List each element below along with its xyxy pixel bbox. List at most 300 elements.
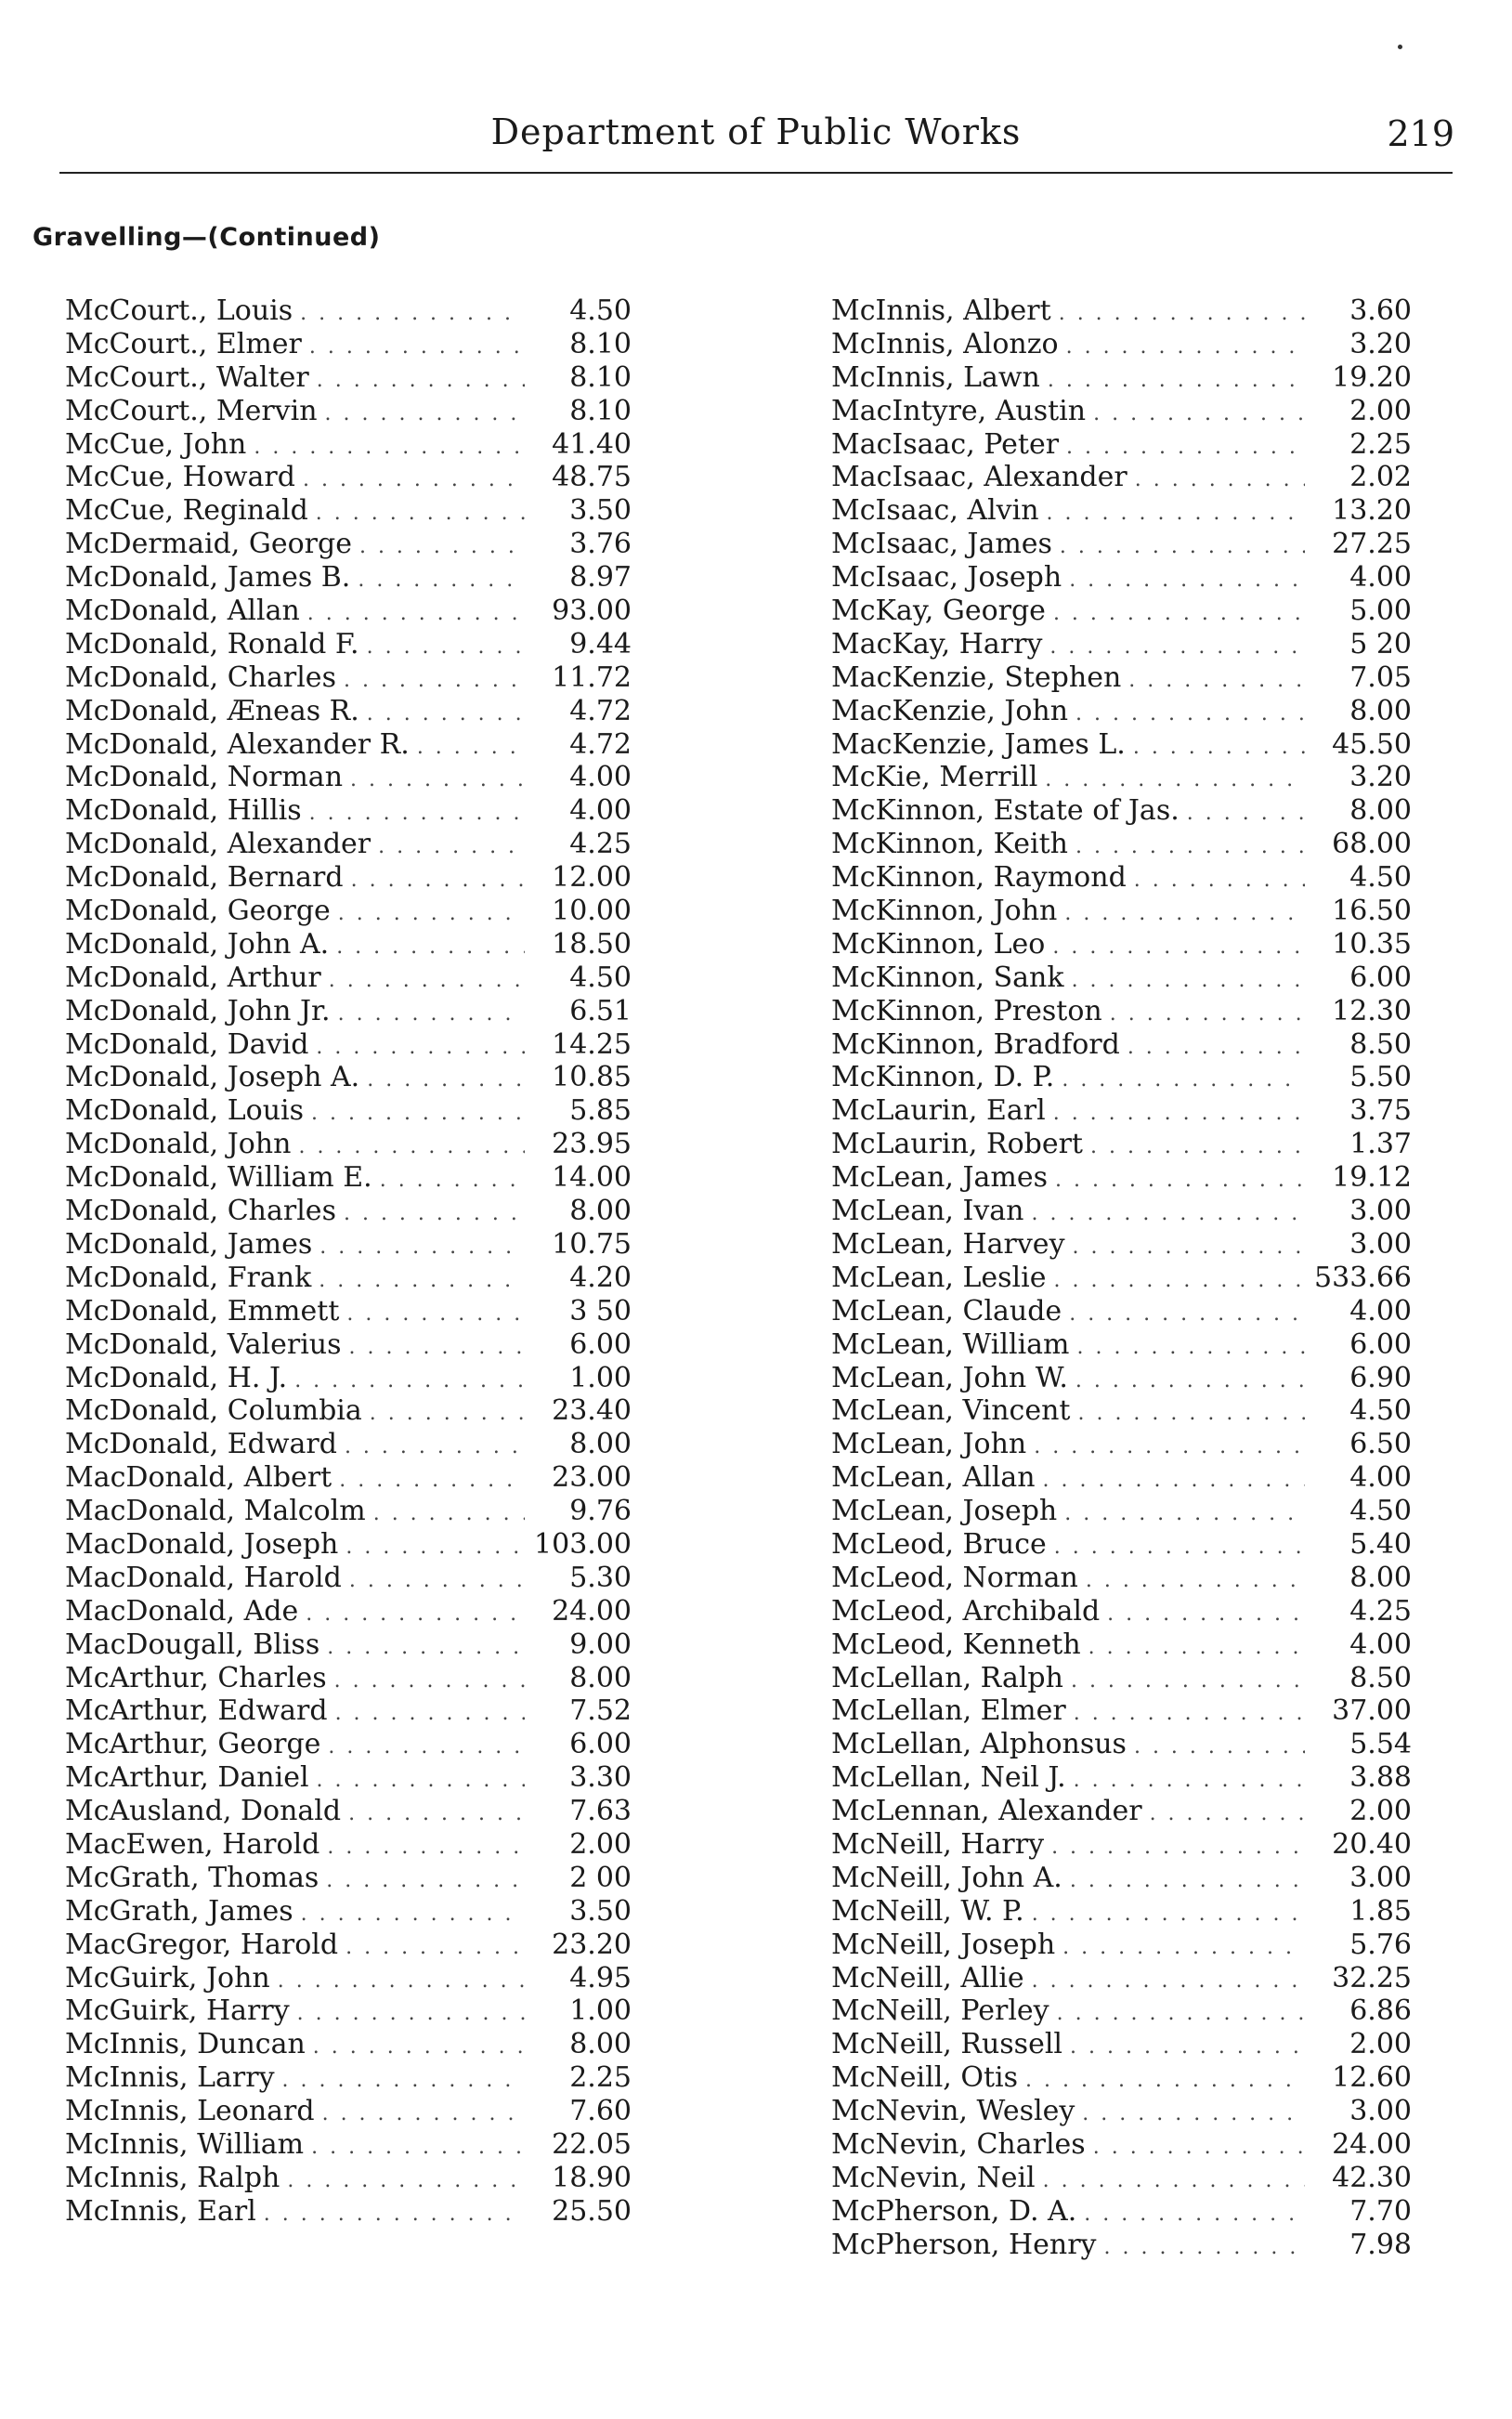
- list-item: [831, 1061, 1412, 1094]
- dot-leader: [1066, 431, 1305, 464]
- entry-name: McDonald, Valerius: [65, 1327, 342, 1361]
- entry-name: MacGregor, Harold: [65, 1928, 339, 1961]
- entry-amount: 23.00: [552, 1461, 632, 1495]
- list-item: [65, 661, 632, 695]
- dot-leader: [1047, 497, 1305, 530]
- entry-name: McPherson, Henry: [831, 2228, 1097, 2261]
- list-item: [831, 1994, 1412, 2028]
- entry-name: McKinnon, Bradford: [831, 1027, 1120, 1061]
- entry-amount: 4.50: [1349, 1495, 1412, 1528]
- entry-amount: 22.05: [552, 2127, 632, 2161]
- list-item: [831, 1728, 1412, 1761]
- entry-name: McDonald, Arthur: [65, 961, 321, 994]
- list-item: [65, 461, 632, 494]
- entry-name: McDonald, Alexander R.: [65, 727, 410, 761]
- list-item: [831, 2061, 1412, 2095]
- entry-name: McDonald, John A.: [65, 927, 330, 961]
- list-item: [831, 1795, 1412, 1828]
- list-item: [65, 2162, 632, 2195]
- entry-name: McLean, Vincent: [831, 1394, 1071, 1428]
- entry-name: McNevin, Wesley: [831, 2095, 1075, 2128]
- dot-leader: [373, 1497, 525, 1531]
- entry-amount: 3.00: [1349, 1195, 1412, 1228]
- entry-amount: 2 00: [569, 1861, 632, 1894]
- entry-amount: 68.00: [1332, 828, 1412, 861]
- entry-amount: 4.00: [1349, 561, 1412, 595]
- dot-leader: [316, 1031, 525, 1065]
- dot-leader: [1070, 2031, 1305, 2064]
- dot-leader: [367, 1064, 525, 1097]
- list-item: [65, 828, 632, 861]
- list-item: [831, 2229, 1412, 2262]
- list-item: [65, 1128, 632, 1161]
- entry-name: McArthur, Charles: [65, 1661, 327, 1694]
- list-item: [65, 1595, 632, 1628]
- list-item: [65, 895, 632, 928]
- list-item: [831, 794, 1412, 828]
- entry-amount: 8.00: [569, 1661, 632, 1694]
- list-item: [831, 828, 1412, 861]
- entry-amount: 1.85: [1349, 1894, 1412, 1928]
- entry-amount: 4.50: [569, 961, 632, 994]
- entry-name: McNeill, W. P.: [831, 1894, 1024, 1928]
- entry-amount: 2.02: [1349, 461, 1412, 494]
- list-item: [831, 1362, 1412, 1395]
- entry-amount: 6.00: [569, 1728, 632, 1761]
- dot-leader: [334, 1665, 525, 1698]
- list-item: [831, 2028, 1412, 2061]
- dot-leader: [300, 297, 525, 331]
- entry-name: McNevin, Charles: [831, 2127, 1086, 2161]
- dot-leader: [325, 398, 525, 431]
- entry-name: McNeill, Allie: [831, 1961, 1024, 1994]
- dot-leader: [282, 2064, 525, 2098]
- entry-amount: 4.25: [569, 828, 632, 861]
- entry-name: McGrath, James: [65, 1894, 293, 1928]
- list-item: [65, 561, 632, 595]
- dot-leader: [349, 1331, 525, 1365]
- entry-name: McInnis, William: [65, 2127, 305, 2161]
- list-item: [831, 1929, 1412, 1962]
- entry-amount: 7.60: [569, 2095, 632, 2128]
- list-item: [65, 861, 632, 895]
- dot-leader: [1062, 1064, 1305, 1097]
- list-item: [831, 1895, 1412, 1929]
- list-item: [65, 1362, 632, 1395]
- entry-name: McDonald, Charles: [65, 1195, 336, 1228]
- entry-name: McInnis, Lawn: [831, 360, 1040, 394]
- entry-name: McInnis, Albert: [831, 294, 1051, 327]
- entry-name: McDonald, John Jr.: [65, 994, 331, 1027]
- entry-name: McDermaid, George: [65, 528, 352, 561]
- dot-leader: [254, 431, 525, 464]
- entry-amount: 20.40: [1332, 1827, 1412, 1861]
- dot-leader: [322, 2098, 525, 2131]
- entry-amount: 19.20: [1332, 360, 1412, 394]
- list-item: [65, 1495, 632, 1528]
- entry-amount: 6.50: [1349, 1428, 1412, 1461]
- list-item: [831, 1262, 1412, 1295]
- dot-leader: [1032, 1965, 1305, 1998]
- dot-leader: [306, 1598, 525, 1631]
- dot-leader: [1043, 2164, 1305, 2198]
- entry-amount: 2.00: [1349, 394, 1412, 427]
- dot-leader: [1073, 1231, 1305, 1264]
- entry-name: McLean, James: [831, 1161, 1048, 1195]
- dot-leader: [1025, 2064, 1305, 2098]
- entry-amount: 18.90: [552, 2161, 632, 2194]
- entry-amount: 6.90: [1349, 1361, 1412, 1394]
- list-item: [65, 1929, 632, 1962]
- print-speck: [1398, 45, 1402, 49]
- dot-leader: [264, 2198, 525, 2231]
- entry-amount: 4.00: [1349, 1461, 1412, 1495]
- entry-amount: 41.40: [552, 427, 632, 461]
- dot-leader: [1059, 297, 1305, 331]
- dot-leader: [294, 1365, 525, 1398]
- dot-leader: [367, 631, 525, 664]
- left-column-list: [65, 294, 659, 2229]
- dot-leader: [348, 1798, 525, 1831]
- entry-amount: 3.20: [1349, 327, 1412, 360]
- entry-name: McNeill, Perley: [831, 1994, 1049, 2028]
- dot-leader: [313, 2031, 525, 2064]
- entry-amount: 4.00: [1349, 1294, 1412, 1327]
- entry-name: MacDonald, Joseph: [65, 1527, 339, 1561]
- entry-name: McInnis, Alonzo: [831, 327, 1059, 360]
- entry-name: McCue, John: [65, 427, 247, 461]
- dot-leader: [1062, 1931, 1305, 1965]
- entry-amount: 9.00: [569, 1628, 632, 1661]
- entry-amount: 13.20: [1332, 494, 1412, 528]
- entry-amount: 3.75: [1349, 1094, 1412, 1128]
- list-item: [831, 1628, 1412, 1662]
- list-item: [65, 1195, 632, 1228]
- dot-leader: [317, 1764, 525, 1798]
- entry-amount: 3.00: [1349, 1861, 1412, 1894]
- entry-name: McDonald, Hillis: [65, 794, 302, 828]
- list-item: [65, 2195, 632, 2229]
- entry-amount: 4.72: [569, 727, 632, 761]
- list-item: [831, 1128, 1412, 1161]
- list-item: [65, 1428, 632, 1461]
- dot-leader: [1072, 964, 1305, 998]
- entry-amount: 8.00: [1349, 694, 1412, 727]
- list-item: [65, 528, 632, 561]
- list-item: [831, 1094, 1412, 1128]
- entry-name: McLean, Ivan: [831, 1195, 1024, 1228]
- dot-leader: [1074, 1697, 1305, 1731]
- list-item: [831, 1028, 1412, 1062]
- entry-amount: 27.25: [1332, 528, 1412, 561]
- entry-name: McKinnon, John: [831, 895, 1058, 928]
- entry-amount: 3.30: [569, 1761, 632, 1795]
- dot-leader: [309, 331, 525, 364]
- entry-amount: 3.20: [1349, 761, 1412, 794]
- entry-name: MacDonald, Albert: [65, 1461, 332, 1495]
- dot-leader: [1088, 1631, 1305, 1665]
- list-item: [831, 728, 1412, 762]
- dot-leader: [298, 1131, 525, 1164]
- dot-leader: [339, 1464, 525, 1497]
- dot-leader: [1051, 1831, 1305, 1864]
- entry-name: McDonald, Columbia: [65, 1394, 362, 1428]
- list-item: [65, 395, 632, 428]
- dot-leader: [1075, 698, 1305, 731]
- list-item: [65, 1028, 632, 1062]
- entry-amount: 1.00: [569, 1361, 632, 1394]
- list-item: [831, 961, 1412, 995]
- list-item: [65, 928, 632, 961]
- entry-amount: 7.52: [569, 1694, 632, 1728]
- entry-amount: 8.00: [1349, 1561, 1412, 1594]
- list-item: [831, 2162, 1412, 2195]
- dot-leader: [350, 764, 525, 797]
- list-item: [831, 1962, 1412, 1995]
- entry-amount: 8.50: [1349, 1027, 1412, 1061]
- list-item: [65, 1228, 632, 1262]
- dot-leader: [346, 1298, 525, 1331]
- entry-amount: 5.50: [1349, 1061, 1412, 1094]
- entry-name: McNeill, Joseph: [831, 1928, 1056, 1961]
- list-item: [831, 1161, 1412, 1195]
- list-item: [65, 1394, 632, 1428]
- list-item: [65, 294, 632, 328]
- entry-amount: 23.20: [552, 1928, 632, 1961]
- section-title: Gravelling—(Continued): [33, 223, 381, 252]
- entry-name: McLellan, Neil J.: [831, 1761, 1066, 1795]
- entry-amount: 4.25: [1349, 1594, 1412, 1628]
- entry-amount: 533.66: [1314, 1261, 1412, 1294]
- list-item: [65, 1328, 632, 1362]
- list-item: [65, 1994, 632, 2028]
- list-item: [65, 2128, 632, 2162]
- list-item: [831, 628, 1412, 661]
- entry-amount: 4.20: [569, 1261, 632, 1294]
- entry-amount: 5.30: [569, 1561, 632, 1594]
- entry-name: McArthur, George: [65, 1728, 321, 1761]
- list-item: [831, 361, 1412, 395]
- dot-leader: [1070, 1864, 1305, 1898]
- entry-name: McLeod, Archibald: [831, 1594, 1101, 1628]
- entry-name: McKinnon, Keith: [831, 828, 1068, 861]
- entry-name: McPherson, D. A.: [831, 2194, 1077, 2228]
- list-item: [65, 2095, 632, 2128]
- entry-name: McArthur, Edward: [65, 1694, 328, 1728]
- entry-amount: 11.72: [552, 660, 632, 694]
- entry-amount: 3 50: [569, 1294, 632, 1327]
- entry-amount: 4.72: [569, 694, 632, 727]
- list-item: [831, 595, 1412, 628]
- entry-amount: 8.10: [569, 327, 632, 360]
- entry-name: McKinnon, Sank: [831, 961, 1064, 994]
- list-item: [65, 494, 632, 528]
- dot-leader: [317, 364, 525, 398]
- dot-leader: [1060, 530, 1305, 564]
- list-item: [831, 861, 1412, 895]
- entry-amount: 6.00: [1349, 961, 1412, 994]
- dot-leader: [336, 931, 525, 964]
- page-header-title: Department of Public Works: [490, 111, 1022, 152]
- list-item: [65, 728, 632, 762]
- entry-name: McKie, Merrill: [831, 761, 1038, 794]
- entry-name: McDonald, Charles: [65, 660, 336, 694]
- dot-leader: [1086, 1564, 1305, 1598]
- dot-leader: [1128, 664, 1305, 698]
- dot-leader: [1054, 1531, 1305, 1564]
- entry-name: McCue, Howard: [65, 461, 295, 494]
- entry-name: MacKay, Harry: [831, 627, 1043, 660]
- dot-leader: [1093, 2131, 1305, 2164]
- entry-name: McKinnon, Preston: [831, 994, 1102, 1027]
- dot-leader: [329, 964, 525, 998]
- entry-name: McDonald, Æneas R.: [65, 694, 359, 727]
- entry-amount: 6.51: [569, 994, 632, 1027]
- list-item: [831, 1495, 1412, 1528]
- dot-leader: [1074, 1764, 1305, 1798]
- entry-name: McGuirk, Harry: [65, 1994, 290, 2028]
- entry-name: McCourt., Walter: [65, 360, 309, 394]
- dot-leader: [349, 1564, 525, 1598]
- dot-leader: [358, 564, 525, 597]
- entry-name: McLean, John: [831, 1428, 1027, 1461]
- entry-name: McLaurin, Robert: [831, 1128, 1083, 1161]
- entry-name: McDonald, James B.: [65, 561, 351, 595]
- dot-leader: [1084, 2198, 1305, 2231]
- list-item: [65, 1461, 632, 1495]
- entry-name: McNeill, Otis: [831, 2061, 1019, 2095]
- right-column-list: [831, 294, 1421, 2262]
- entry-name: McGuirk, John: [65, 1961, 270, 1994]
- list-item: [831, 1828, 1412, 1862]
- list-item: [65, 1295, 632, 1328]
- entry-amount: 12.00: [552, 861, 632, 895]
- entry-name: MacKenzie, Stephen: [831, 660, 1122, 694]
- dot-leader: [1075, 1365, 1305, 1398]
- entry-amount: 3.00: [1349, 1227, 1412, 1261]
- list-item: [65, 1728, 632, 1761]
- entry-name: McDonald, Allan: [65, 595, 300, 628]
- dot-leader: [1048, 364, 1305, 398]
- entry-amount: 6.00: [1349, 1327, 1412, 1361]
- entry-amount: 5.85: [569, 1094, 632, 1128]
- dot-leader: [319, 1264, 525, 1298]
- entry-name: McKay, George: [831, 595, 1046, 628]
- entry-name: McCourt., Elmer: [65, 327, 302, 360]
- list-item: [831, 995, 1412, 1028]
- dot-leader: [1045, 764, 1305, 797]
- entry-amount: 24.00: [552, 1594, 632, 1628]
- entry-amount: 25.50: [552, 2194, 632, 2228]
- dot-leader: [278, 1965, 525, 1998]
- dot-leader: [1150, 1798, 1305, 1831]
- list-item: [831, 428, 1412, 462]
- entry-amount: 3.50: [569, 494, 632, 528]
- entry-name: MacDougall, Bliss: [65, 1628, 320, 1661]
- list-item: [831, 1662, 1412, 1695]
- entry-amount: 8.97: [569, 561, 632, 595]
- list-item: [65, 2061, 632, 2095]
- entry-amount: 2.25: [1349, 427, 1412, 461]
- list-item: [831, 494, 1412, 528]
- entry-name: McLeod, Kenneth: [831, 1628, 1081, 1661]
- entry-name: McLellan, Elmer: [831, 1694, 1066, 1728]
- list-item: [831, 928, 1412, 961]
- entry-amount: 8.00: [1349, 794, 1412, 828]
- entry-amount: 1.37: [1349, 1128, 1412, 1161]
- dot-leader: [367, 698, 525, 731]
- list-item: [831, 328, 1412, 361]
- entry-amount: 12.30: [1332, 994, 1412, 1027]
- list-item: [831, 1761, 1412, 1795]
- entry-name: McNeill, John A.: [831, 1861, 1062, 1894]
- entry-amount: 8.50: [1349, 1661, 1412, 1694]
- entry-amount: 93.00: [552, 595, 632, 628]
- list-item: [65, 1895, 632, 1929]
- list-item: [831, 661, 1412, 695]
- entry-name: McCue, Reginald: [65, 494, 308, 528]
- list-item: [65, 761, 632, 794]
- dot-leader: [1053, 597, 1305, 631]
- dot-leader: [1034, 1431, 1305, 1464]
- entry-amount: 4.50: [569, 294, 632, 327]
- entry-amount: 10.85: [552, 1061, 632, 1094]
- entry-amount: 4.00: [569, 761, 632, 794]
- entry-name: McDonald, William E.: [65, 1161, 372, 1195]
- entry-amount: 10.00: [552, 895, 632, 928]
- dot-leader: [417, 731, 525, 765]
- entry-amount: 2.00: [569, 1827, 632, 1861]
- entry-amount: 16.50: [1332, 895, 1412, 928]
- entry-amount: 23.40: [552, 1394, 632, 1428]
- entry-name: McLennan, Alexander: [831, 1795, 1142, 1828]
- entry-amount: 5.40: [1349, 1527, 1412, 1561]
- list-item: [831, 1528, 1412, 1562]
- entry-name: McDonald, Joseph A.: [65, 1061, 360, 1094]
- entry-name: McArthur, Daniel: [65, 1761, 309, 1795]
- list-item: [831, 1428, 1412, 1461]
- list-item: [831, 1562, 1412, 1595]
- entry-name: McDonald, Ronald F.: [65, 627, 359, 660]
- dot-leader: [1055, 1164, 1305, 1197]
- list-item: [831, 1195, 1412, 1228]
- entry-name: McLaurin, Earl: [831, 1094, 1046, 1128]
- entry-amount: 9.44: [569, 627, 632, 660]
- entry-amount: 3.60: [1349, 294, 1412, 327]
- entry-name: McKinnon, Leo: [831, 927, 1046, 961]
- dot-leader: [1077, 1397, 1305, 1431]
- entry-name: McIsaac, Joseph: [831, 561, 1062, 595]
- entry-name: McDonald, Norman: [65, 761, 344, 794]
- entry-name: McLean, Leslie: [831, 1261, 1047, 1294]
- entry-name: MacDonald, Ade: [65, 1594, 299, 1628]
- dot-leader: [344, 1197, 525, 1231]
- entry-amount: 14.25: [552, 1027, 632, 1061]
- entry-amount: 7.63: [569, 1795, 632, 1828]
- list-item: [831, 761, 1412, 794]
- entry-amount: 5.76: [1349, 1928, 1412, 1961]
- list-item: [65, 428, 632, 462]
- entry-name: McKinnon, D. P.: [831, 1061, 1055, 1094]
- list-item: [65, 995, 632, 1028]
- dot-leader: [1053, 1097, 1305, 1131]
- entry-amount: 23.95: [552, 1128, 632, 1161]
- list-item: [831, 1461, 1412, 1495]
- entry-name: McInnis, Duncan: [65, 2028, 306, 2061]
- dot-leader: [378, 830, 525, 864]
- entry-name: MacEwen, Harold: [65, 1827, 320, 1861]
- list-item: [65, 328, 632, 361]
